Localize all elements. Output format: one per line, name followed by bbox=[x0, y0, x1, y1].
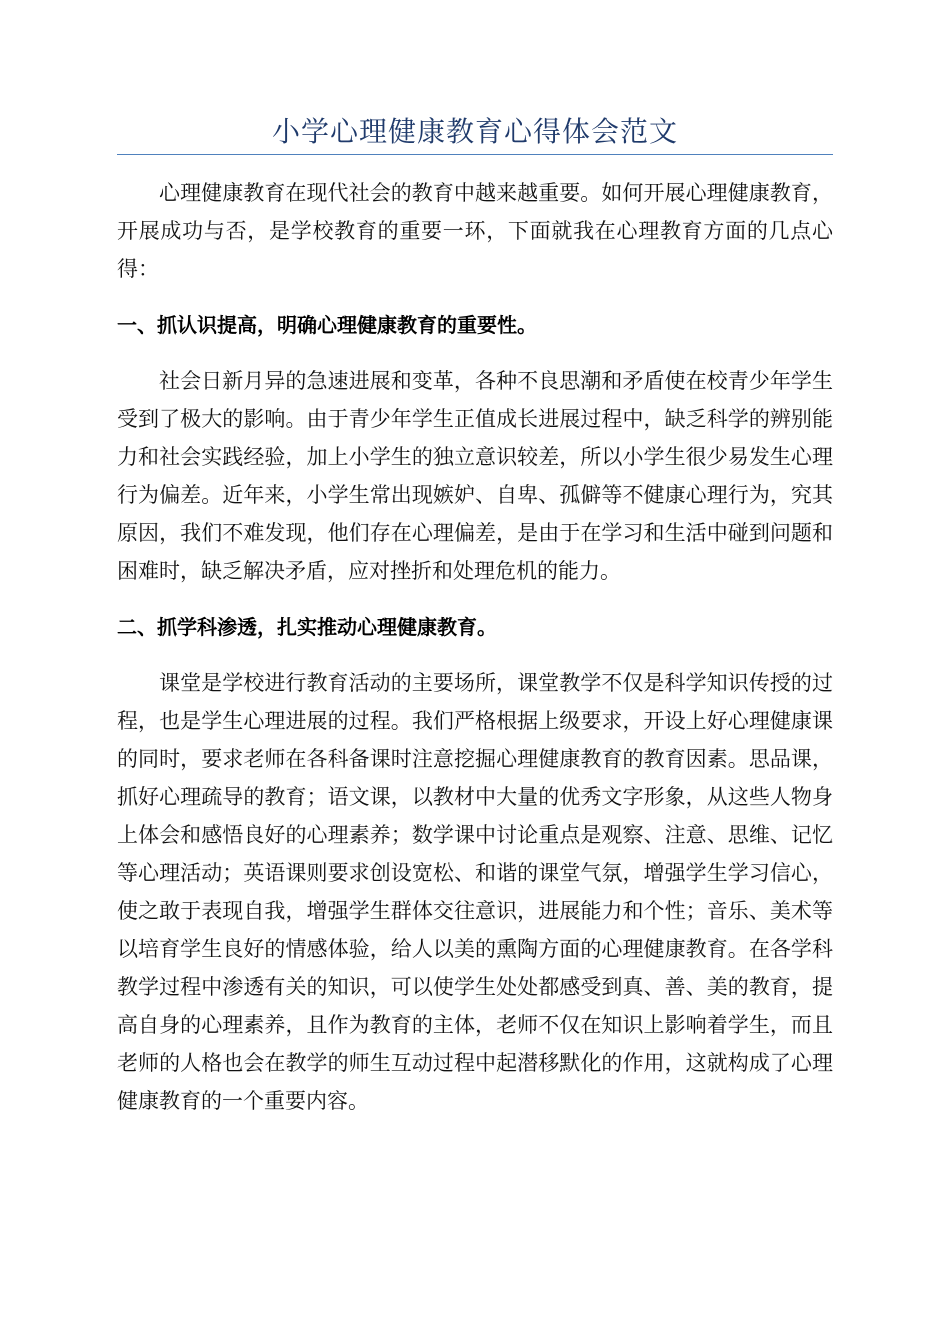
title-underline bbox=[117, 154, 833, 155]
intro-paragraph: 心理健康教育在现代社会的教育中越来越重要。如何开展心理健康教育，开展成功与否，是学校教育的重要一环，下面就我在心理教育方面的几点心得： bbox=[117, 181, 833, 281]
document-body bbox=[117, 174, 833, 1138]
section-heading-2: 二、抓学科渗透，扎实推动心理健康教育。 bbox=[117, 615, 497, 639]
section-paragraph-2: 课堂是学校进行教育活动的主要场所，课堂教学不仅是科学知识传授的过程，也是学生心理进展的过程。我们严格根据上级要求，开设上好心理健康课的同时，要求老师在各科备课时注意挖掘心理健康教育的教育因素。思品课，抓好心理疏导的教育；语文课，以教材中大量的优秀文字形象，从这些人物身上体会和感悟良好的心理素养；数学课中讨论重点是观察、注意、思维、记忆等心理活动；英语课则要求创设宽松、和谐的课堂气氛，增强学生学习信心，使之敢于表现自我，增强学生群体交往意识，进展能力和个性；音乐、美术等以培育学生良好的情感体验，给人以美的熏陶方面的心理健康教育。在各学科教学过程中渗透有关的知识，可以使学生处处都感受到真、善、美的教育，提高自身的心理素养，且作为教育的主体，老师不仅在知识上影响着学生，而且老师的人格也会在教学的师生互动过程中起潜移默化的作用，这就构成了心理健康教育的一个重要内容。 bbox=[117, 671, 833, 1113]
document-title: 小学心理健康教育心得体会范文 bbox=[271, 115, 678, 148]
section-heading-1: 一、抓认识提高，明确心理健康教育的重要性。 bbox=[117, 313, 537, 337]
section-paragraph-1: 社会日新月异的急速进展和变革，各种不良思潮和矛盾使在校青少年学生受到了极大的影响。由于青少年学生正值成长进展过程中，缺乏科学的辨别能力和社会实践经验，加上小学生的独立意识较差，所以小学生很少易发生心理行为偏差。近年来，小学生常出现嫉妒、自卑、孤僻等不健康心理行为，究其原因，我们不难发现，他们存在心理偏差，是由于在学习和生活中碰到问题和困难时，缺乏解决矛盾，应对挫折和处理危机的能力。 bbox=[117, 369, 833, 583]
